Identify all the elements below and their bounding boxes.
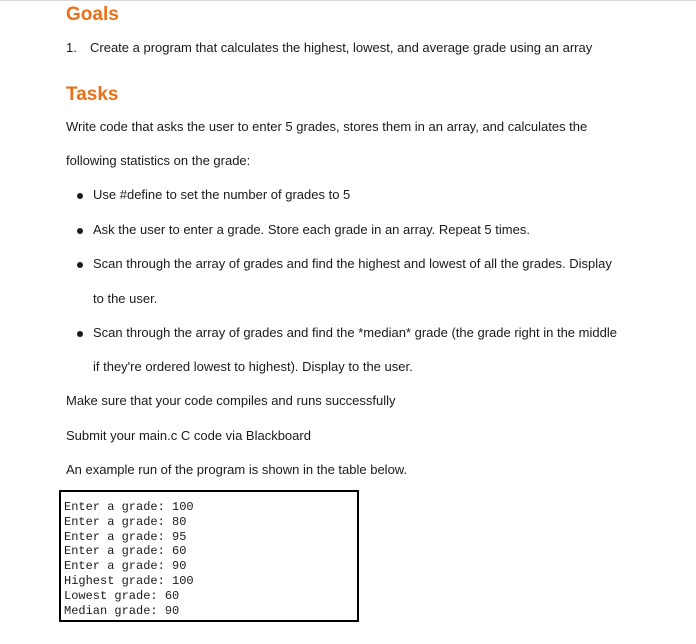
bullet-dot-icon [77, 193, 83, 199]
submit-note: Submit your main.c C code via Blackboard [66, 428, 311, 443]
goal-item-text: Create a program that calculates the highest, lowest, and average grade using an array [90, 40, 593, 55]
example-run-line: Enter a grade: 80 [64, 514, 187, 529]
bullet-dot-icon [77, 228, 83, 234]
example-run-line: Enter a grade: 60 [64, 544, 187, 559]
example-run-line: Median grade: 90 [64, 603, 180, 618]
example-run-line: Highest grade: 100 [64, 573, 194, 588]
goal-item-number: 1. [66, 40, 77, 55]
bullet-item-1: Use #define to set the number of grades to 5 [93, 187, 351, 202]
bullet-item-3-line2: to the user. [93, 291, 158, 306]
bullet-dot-icon [77, 262, 83, 268]
example-run-line: Enter a grade: 95 [64, 529, 187, 544]
bullet-dot-icon [77, 331, 83, 337]
bullet-item-2: Ask the user to enter a grade. Store each grade in an array. Repeat 5 times. [93, 222, 530, 237]
tasks-heading: Tasks [66, 84, 119, 105]
bullet-item-4-line1: Scan through the array of grades and find the *median* grade (the grade right in the middle [93, 325, 617, 340]
goals-heading: Goals [66, 4, 119, 25]
bullet-item-4-line2: if they're ordered lowest to highest). Display to the user. [93, 359, 413, 374]
bullet-item-3-line1: Scan through the array of grades and find the highest and lowest of all the grades. Display [93, 256, 612, 271]
tasks-intro-line2: following statistics on the grade: [66, 153, 251, 168]
example-run-line: Enter a grade: 90 [64, 559, 187, 574]
example-run-box [59, 490, 359, 622]
example-run-line: Lowest grade: 60 [64, 588, 180, 603]
example-note: An example run of the program is shown in the table below. [66, 462, 408, 477]
example-run-line: Enter a grade: 100 [64, 500, 194, 514]
tasks-intro-line1: Write code that asks the user to enter 5 grades, stores them in an array, and calculates the [66, 119, 588, 134]
compile-note: Make sure that your code compiles and runs successfully [66, 393, 396, 408]
